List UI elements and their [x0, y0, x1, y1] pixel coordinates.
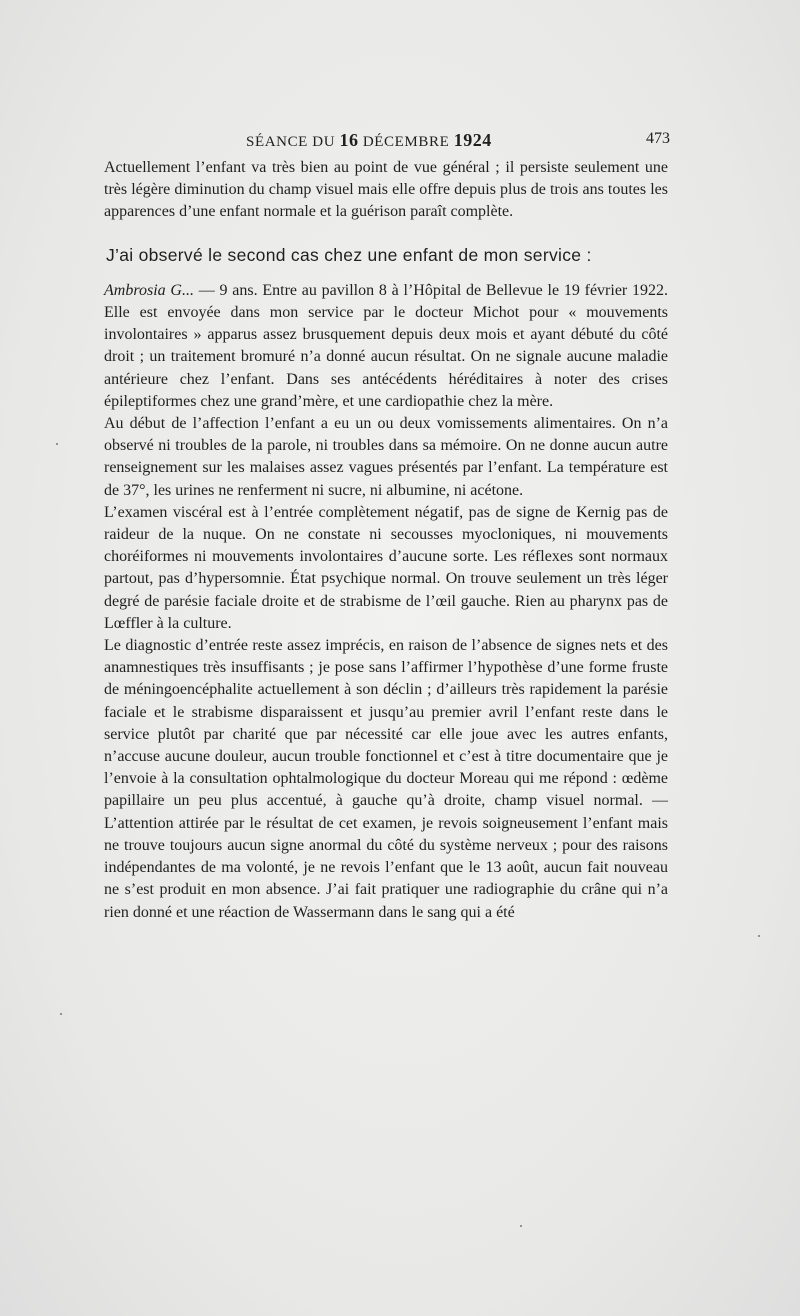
paragraph-5: Le diagnostic d’entrée reste assez imprécis, en raison de l’absence de signes nets et des anamnestiques très insuffisants ; je pose sans l’affirmer l’hypothèse d’une forme fruste de méningoencéphalite actuellement à son déclin ; d’ailleurs très rapidement la parésie faciale et le strabisme disparaissent et jusqu’au premier avril l’enfant reste dans le service plutôt par charité que par nécessité car elle joue avec les autres enfants, n’accuse aucune douleur, aucun trouble fonctionnel et c’est à titre documentaire que je l’envoie à la consultation ophtalmologique du docteur Moreau qui me répond : œdème papillaire un peu plus accentué, à gauche qu’à droite, champ visuel normal. — L’attention attirée par le résultat de cet examen, je revois soigneusement l’enfant mais ne trouve toujours aucun signe anormal du côté du système nerveux ; pour des raisons indépendantes de ma volonté, je ne revois l’enfant que le 13 août, aucun fait nouveau ne s’est produit en mon absence. J’ai fait pratiquer une radiographie du crâne qui n’a rien donné et une réaction de Wassermann dans le sang qui a été	[104, 637, 668, 921]
running-head-year: 1924	[453, 130, 492, 150]
page-header	[106, 130, 670, 152]
paragraph-1: Actuellement l’enfant va très bien au point de vue général ; il persiste seulement une très légère diminution du champ visuel mais elle offre depuis plus de trois ans toutes les apparences d’une enfant normale et la guérison paraît complète.	[104, 159, 668, 221]
patient-name: Ambrosia G...	[104, 281, 194, 299]
running-head-month: DÉCEMBRE	[358, 134, 454, 150]
paper-speck	[56, 443, 58, 445]
paper-speck	[60, 1013, 62, 1015]
page-number: 473	[646, 130, 670, 147]
paragraph-4: L’examen viscéral est à l’entrée complètement négatif, pas de signe de Kernig pas de raideur de la nuque. On ne constate ni secousses myocloniques, ni mouvements choréiformes ni mouvements involontaires d’aucune sorte. Les réflexes sont normaux partout, pas d’hypersomnie. État psychique normal. On trouve seulement un très léger degré de parésie faciale droite et de strabisme de l’œil gauche. Rien au pharynx pas de Lœffler à la culture.	[104, 503, 668, 632]
paper-speck	[520, 1225, 522, 1227]
paragraph-2-text: — 9 ans. Entre au pavillon 8 à l’Hôpital de Bellevue le 19 février 1922. Elle est envoyée dans mon service par le docteur Michot pour « mouvements involontaires » apparus assez brusquement depuis deux mois et ayant débuté du côté droit ; un traitement bromuré n’a donné aucun résultat. On ne signale aucune maladie antérieure chez l’enfant. Dans ses antécédents héréditaires à noter des crises épileptiformes chez une grand’mère, et une cardiopathie chez la mère.	[104, 281, 669, 410]
paper-speck	[758, 935, 760, 937]
running-head-date: 16	[339, 130, 359, 150]
section-heading: J’ai observé le second cas chez une enfant de mon service :	[106, 244, 592, 265]
paragraph-2	[104, 280, 668, 413]
running-head-prefix: SÉANCE DU	[246, 134, 340, 150]
body-text	[104, 157, 668, 924]
paragraph-3: Au début de l’affection l’enfant a eu un ou deux vomissements alimentaires. On n’a observé ni troubles de la parole, ni troubles dans sa mémoire. On ne donne aucun autre renseignement sur les malaises assez vagues présentés par l’enfant. La température est de 37°, les urines ne renferment ni sucre, ni albumine, ni acétone.	[104, 415, 668, 499]
running-head	[246, 130, 492, 151]
